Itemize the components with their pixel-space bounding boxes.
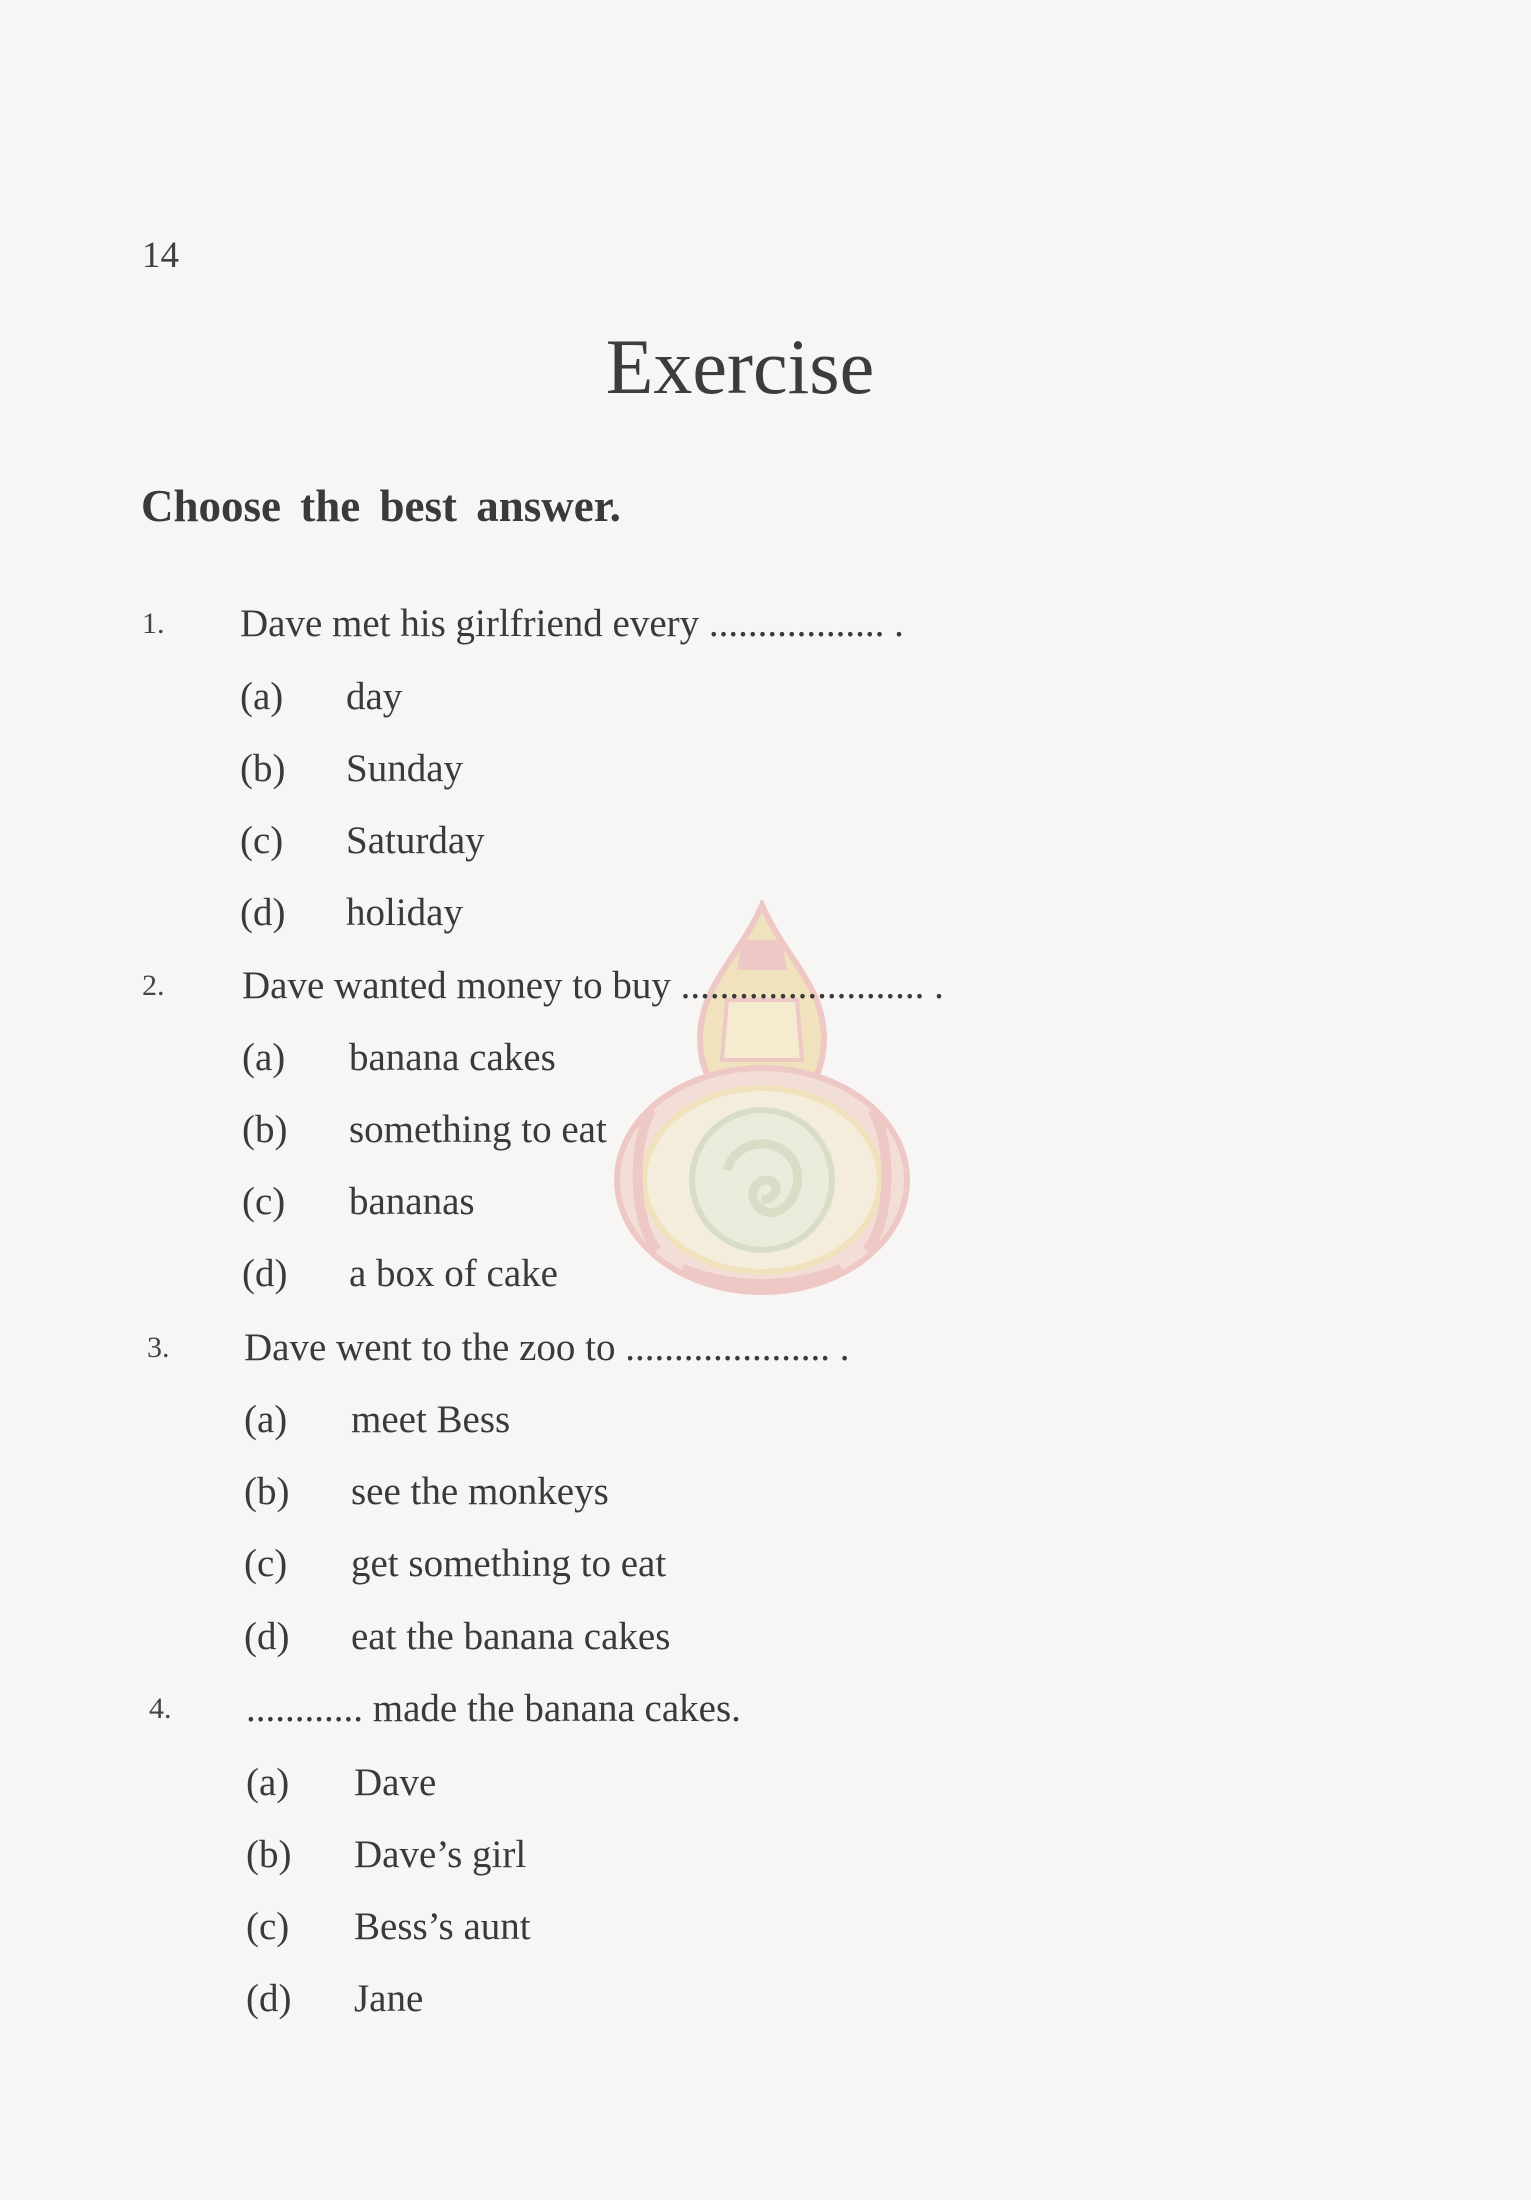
option-text: Saturday: [346, 819, 485, 862]
instruction-heading: Choose the best answer.: [141, 481, 621, 531]
option-text: Dave’s girl: [354, 1833, 527, 1876]
option-text: bananas: [349, 1180, 475, 1223]
page-title: Exercise: [605, 323, 875, 410]
page-number: 14: [142, 235, 179, 276]
option-text: get something to eat: [351, 1542, 667, 1585]
option-letter: (d): [246, 1977, 292, 2020]
question-number: 1.: [142, 607, 165, 640]
option-letter: (c): [246, 1905, 290, 1948]
question-number: 4.: [149, 1692, 172, 1725]
option-text: eat the banana cakes: [351, 1615, 671, 1658]
option-text: a box of cake: [349, 1252, 558, 1295]
option-text: Sunday: [346, 747, 463, 790]
option-text: see the monkeys: [351, 1470, 609, 1513]
option-text: holiday: [346, 891, 463, 934]
option-letter: (d): [244, 1615, 290, 1658]
option-text: Bess’s aunt: [354, 1905, 531, 1948]
option-letter: (d): [240, 891, 286, 934]
question-text: Dave met his girlfriend every .................. .: [240, 602, 904, 645]
option-letter: (b): [246, 1833, 292, 1876]
option-letter: (c): [240, 819, 284, 862]
question-text: Dave went to the zoo to ..................... .: [244, 1326, 850, 1369]
question-number: 3.: [147, 1331, 170, 1364]
option-text: banana cakes: [349, 1036, 556, 1079]
option-letter: (a): [242, 1036, 286, 1079]
option-letter: (c): [244, 1542, 288, 1585]
option-letter: (d): [242, 1252, 288, 1295]
option-letter: (a): [240, 675, 284, 718]
question-text: Dave wanted money to buy ......................... .: [242, 964, 944, 1007]
option-letter: (b): [242, 1108, 288, 1151]
question-text: ............ made the banana cakes.: [246, 1687, 741, 1730]
option-text: something to eat: [349, 1108, 607, 1151]
option-text: day: [346, 675, 403, 718]
option-letter: (c): [242, 1180, 286, 1223]
option-text: meet Bess: [351, 1398, 511, 1441]
option-letter: (a): [244, 1398, 288, 1441]
question-number: 2.: [142, 969, 165, 1002]
option-letter: (a): [246, 1761, 290, 1804]
option-text: Dave: [354, 1761, 437, 1804]
option-text: Jane: [354, 1977, 424, 2020]
option-letter: (b): [240, 747, 286, 790]
option-letter: (b): [244, 1470, 290, 1513]
